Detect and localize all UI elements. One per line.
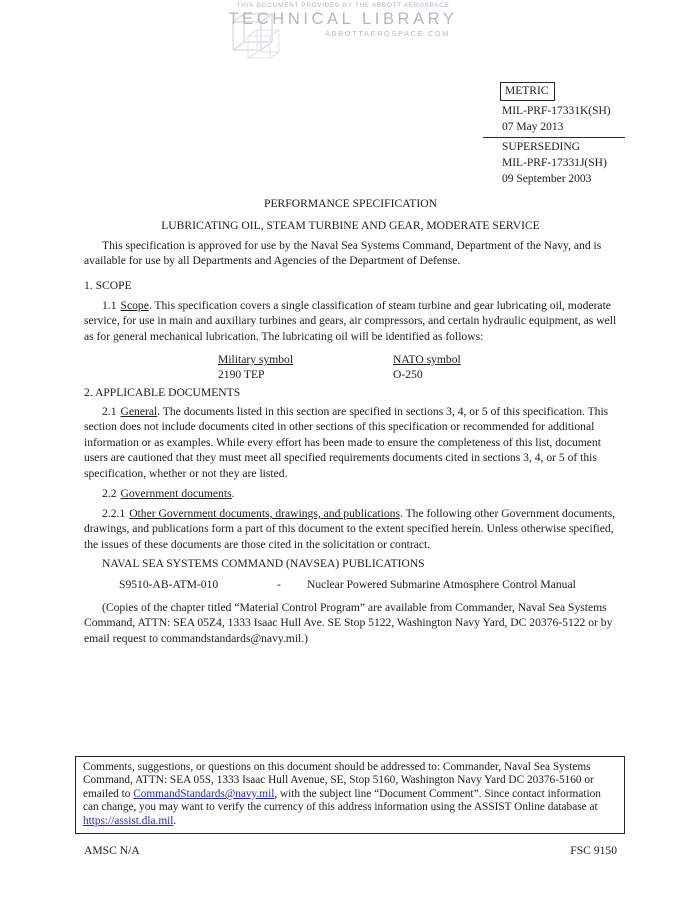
para-label: Other Government documents, drawings, and publications [129, 507, 400, 520]
para-label: General [120, 405, 158, 418]
publication-title: Nuclear Powered Submarine Atmosphere Control Manual [307, 578, 576, 591]
military-symbol-value: 2190 TEP [218, 368, 265, 382]
metric-badge: METRIC [500, 82, 555, 101]
comments-text-end: . [173, 814, 177, 827]
section-1-heading: 1. SCOPE [84, 279, 132, 292]
email-link[interactable]: CommandStandards@navy.mil [133, 787, 275, 800]
para-text: . The documents listed in this section are specified in sections 3, 4, or 5 of this specification. This section does not include documents cited in other sections of this specification or recommended for additional information or as examples. While every effort has been made to ensure the completeness of this list, document users are cautioned that they must meet all specified requirements documents cited in sections 3, 4, or 5 of this specification, whether or not they are listed. [84, 405, 609, 480]
doc-number: MIL-PRF-17331K(SH) [502, 105, 611, 117]
fsc-code: FSC 9150 [570, 844, 617, 857]
para-2-1-general [84, 404, 617, 481]
watermark-site-url: ABBOTTAEROSPACE.COM [325, 29, 450, 38]
comments-address-box [75, 756, 625, 834]
para-1-1-scope [84, 298, 617, 344]
publication-entry [84, 577, 652, 592]
symbol-table [218, 352, 568, 383]
page-footer [84, 843, 617, 858]
military-symbol-column [218, 352, 393, 383]
comments-text-middle: , with the subject line “Document Comment”. Since contact information can change, you may want to verify the currency of this address information using the ASSIST Online database at [83, 787, 601, 814]
doc-date: 07 May 2013 [502, 121, 564, 133]
para-2-2-1-other-gov-docs [84, 506, 617, 552]
superseded-doc-date: 09 September 2003 [502, 173, 592, 185]
para-text: . This specification covers a single classification of steam turbine and gear lubricating oil, moderate service, for use in main and auxiliary turbines and gears, air compressors, and certain hydraulic equipment, as well as for general mechanical lubrication. The lubricating oil will be identified as follows: [84, 299, 617, 343]
watermark-library-title: TECHNICAL LIBRARY [228, 10, 458, 28]
copies-note-paragraph: (Copies of the chapter titled “Material Control Program” are available from Commander, Naval Sea Systems Command, ATTN: SEA 05Z4, 1333 Isaac Hull Ave. SE Stop 5122, Washington Navy Yard, DC 20376-5122 or by email request to commandstandards@navy.mil.) [84, 601, 613, 645]
amsc-code: AMSC N/A [84, 844, 140, 857]
doc-id-divider [483, 137, 625, 138]
watermark-brand-text: ABBOTT AEROSPACE [371, 2, 450, 9]
comments-text [83, 761, 617, 828]
abbott-aerospace-watermark [228, 2, 458, 39]
military-symbol-header: Military symbol [218, 353, 294, 366]
para-text: . The following other Government documents, drawings, and publications form a part of this document to the extent specified herein. Unless otherwise specified, the issues of these documents are those cited in the solicitation or contract. [84, 507, 616, 551]
watermark-provided-by [228, 2, 458, 10]
section-2-heading: 2. APPLICABLE DOCUMENTS [84, 386, 241, 399]
watermark-provided-by-text: THIS DOCUMENT PROVIDED BY THE [236, 2, 372, 9]
para-number: 2.2.1 [102, 507, 126, 520]
para-label: Government documents [120, 487, 232, 500]
para-number: 1.1 [102, 299, 117, 312]
publication-dash: - [277, 578, 281, 591]
nato-symbol-column [393, 352, 461, 383]
superseded-doc-number: MIL-PRF-17331J(SH) [502, 157, 607, 169]
spec-subject-title: LUBRICATING OIL, STEAM TURBINE AND GEAR, MODERATE SERVICE [161, 219, 540, 232]
assist-database-link[interactable]: https://assist.dla.mil [83, 814, 174, 827]
para-number: 2.2 [102, 487, 117, 500]
spec-type-title: PERFORMANCE SPECIFICATION [264, 197, 437, 210]
comments-text-lead: Comments, suggestions, or questions on this document should be addressed to: Commander, Naval Sea Systems Command, ATTN: SEA 05S, 1333 Isaac Hull Avenue, SE, Stop 5160, Washington Navy Yard DC 20376-5160 or emailed to [83, 761, 594, 800]
nato-symbol-header: NATO symbol [393, 353, 461, 366]
doc-id-block [483, 82, 625, 187]
nato-symbol-value: O-250 [393, 368, 423, 382]
approval-paragraph: This specification is approved for use by the Naval Sea Systems Command, Department of the Navy, and is available for use by all Departments and Agencies of the Department of Defense. [84, 239, 602, 268]
para-2-2-government-documents [84, 486, 617, 501]
para-label: Scope [120, 299, 149, 312]
navsea-publications-heading: NAVAL SEA SYSTEMS COMMAND (NAVSEA) PUBLICATIONS [102, 557, 425, 570]
para-text: . [231, 487, 235, 500]
publication-code: S9510-AB-ATM-010 [119, 578, 219, 591]
superseding-label: SUPERSEDING [502, 141, 580, 153]
para-number: 2.1 [102, 405, 117, 418]
